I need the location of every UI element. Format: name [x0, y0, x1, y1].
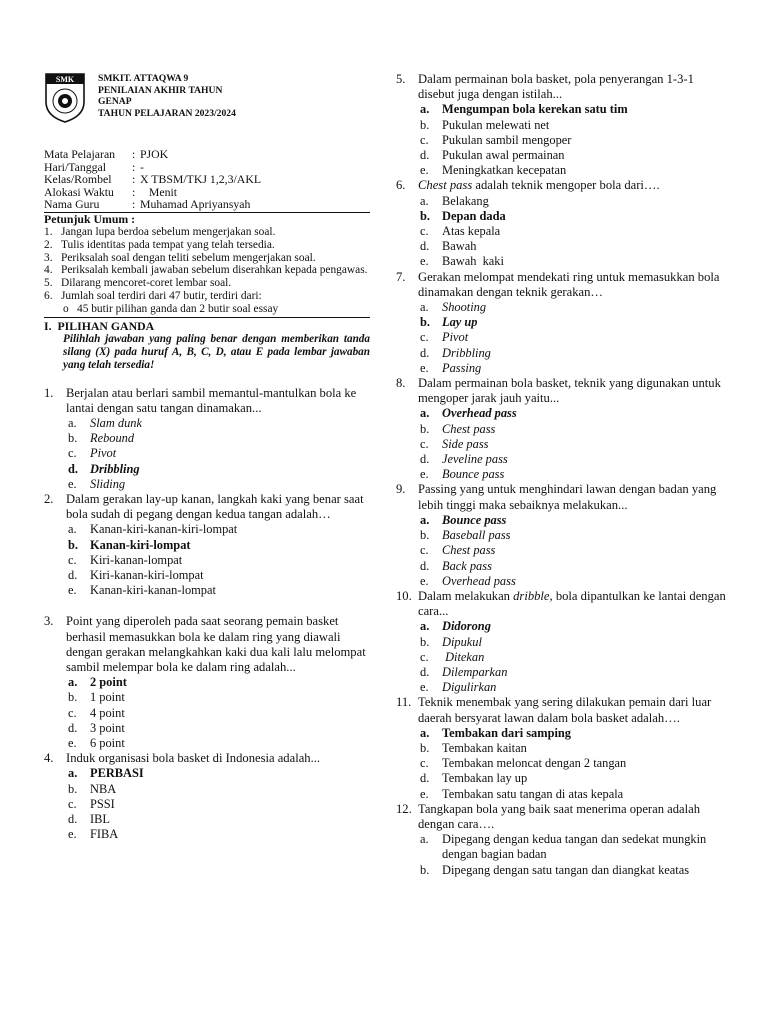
- options-1: [44, 416, 370, 492]
- option: c. Tembakan meloncat dengan 2 tangan: [420, 756, 627, 771]
- option-bold: a. Bounce pass: [420, 512, 507, 527]
- option: b. 1 point: [68, 690, 125, 705]
- semester: GENAP: [98, 96, 132, 107]
- option: b. Dipegang dengan satu tangan dan diangkat keatas: [420, 862, 690, 877]
- exam-meta: [44, 148, 370, 211]
- option: c. Pivot: [68, 446, 117, 461]
- list-item: 5. Dilarang mencoret-coret lembar soal.: [44, 277, 232, 290]
- option: c. Chest pass: [420, 543, 496, 558]
- option: a. Dipegang dengan kedua tangan dan sedekat mungkin dengan bagian badan: [420, 832, 707, 862]
- question-8: 8. Dalam permainan bola basket, teknik yang digunakan untuk mengoper jarak jauh yaitu...: [396, 376, 721, 406]
- options-6: [396, 194, 730, 270]
- question-10: 10. Dalam melakukan dribble, bola dipantulkan ke lantai dengan cara...: [396, 588, 726, 619]
- option: d. Jeveline pass: [420, 452, 508, 467]
- school-logo: [44, 72, 86, 124]
- options-12: [396, 832, 730, 878]
- option-bold: a. 2 point: [68, 675, 127, 690]
- option-bold: a. Tembakan dari samping: [420, 725, 571, 740]
- question-9: 9. Passing yang untuk menghindari lawan dengan badan yang lebih tinggi maka sebaiknya melakukan...: [396, 482, 717, 512]
- option-bold: a. Didorong: [420, 619, 491, 634]
- option: e. Bawah kaki: [420, 254, 504, 269]
- option: a. Kanan-kiri-kanan-kiri-lompat: [68, 522, 238, 537]
- option: c. Kiri-kanan-lompat: [68, 552, 183, 567]
- section-heading: I. PILIHAN GANDA: [44, 318, 155, 333]
- option: e. Tembakan satu tangan di atas kepala: [420, 786, 624, 801]
- option: d. Dribbling: [420, 345, 491, 360]
- options-10: [396, 619, 730, 695]
- options-8: [396, 406, 730, 482]
- school-name: SMKIT. ATTAQWA 9: [98, 73, 189, 84]
- option-bold: a. PERBASI: [68, 766, 144, 781]
- option-bold: b. Depan dada: [420, 208, 506, 223]
- section-instructions: Pilihlah jawaban yang paling benar dengan memberikan tanda silang (X) pada huruf A, B, C, D, atau E pada lembar jawaban yang telah tersedia!: [63, 332, 370, 371]
- option: e. Kanan-kiri-kanan-lompat: [68, 583, 216, 598]
- option: d. Back pass: [420, 558, 492, 573]
- list-item: 4. Periksalah kembali jawaban sebelum diserahkan kepada pengawas.: [44, 264, 368, 277]
- question-4: 4. Induk organisasi bola basket di Indonesia adalah...: [44, 751, 321, 766]
- option: b. Rebound: [68, 431, 135, 446]
- option: d. IBL: [68, 812, 110, 827]
- divider: [44, 317, 370, 318]
- right-column: [396, 72, 730, 878]
- meta-row-date: Hari/Tanggal : -: [44, 159, 144, 174]
- options-4: [44, 766, 370, 842]
- question-11: 11. Teknik menembak yang sering dilakukan pemain dari luar daerah bersyarat lawan dalam bola basket adalah….: [396, 695, 712, 725]
- option: e. Passing: [420, 360, 482, 375]
- options-7: [396, 300, 730, 376]
- option: c. PSSI: [68, 796, 115, 811]
- petunjuk-title: Petunjuk Umum :: [44, 211, 136, 226]
- option: e. Digulirkan: [420, 680, 497, 695]
- question-2: 2. Dalam gerakan lay-up kanan, langkah kaki yang benar saat bola sudah di pegang dengan kedua tangan adalah…: [44, 491, 364, 522]
- options-2: [44, 522, 370, 598]
- question-6: 6. Chest pass adalah teknik mengoper bola dari….: [396, 178, 660, 193]
- academic-year: TAHUN PELAJARAN 2023/2024: [98, 107, 236, 119]
- list-item: 3. Periksalah soal dengan teliti sebelum mengerjakan soal.: [44, 251, 316, 264]
- option-bold: d. Dribbling: [68, 461, 140, 476]
- school-info: [98, 72, 236, 119]
- option: b. Chest pass: [420, 421, 496, 436]
- school-header: [44, 72, 370, 148]
- options-9: [396, 513, 730, 589]
- option: d. Pukulan awal permainan: [420, 148, 565, 163]
- option: a. Shooting: [420, 300, 487, 315]
- option: e. Meningkatkan kecepatan: [420, 163, 567, 178]
- school-logo-icon: [44, 72, 86, 124]
- question-1: 1. Berjalan atau berlari sambil memantul-mantulkan bola ke lantai dengan satu tangan dinamakan...: [44, 385, 357, 415]
- option: b. Baseball pass: [420, 528, 511, 543]
- meta-row-subject: Mata Pelajaran : PJOK: [44, 147, 169, 161]
- option: d. Bawah: [420, 239, 477, 254]
- question-12: 12. Tangkapan bola yang baik saat menerima operan adalah dengan cara….: [396, 801, 701, 831]
- option-bold: a. Mengumpan bola kerekan satu tim: [420, 102, 628, 117]
- question-3: 3. Point yang diperoleh pada saat seorang pemain basket berhasil memasukkan bola ke dalam ring yang diawali dengan gerakan melangkahkan kaki dua kali lalu melompat sambil melempar bola ke dalam ring adalah...: [44, 614, 366, 674]
- option: e. Sliding: [68, 476, 126, 491]
- option: e. 6 point: [68, 736, 125, 751]
- question-7: 7. Gerakan melompat mendekati ring untuk memasukkan bola dinamakan dengan teknik gerakan…: [396, 269, 720, 299]
- option: c. 4 point: [68, 705, 125, 720]
- list-item: 2. Tulis identitas pada tempat yang telah tersedia.: [44, 238, 275, 251]
- option: a. Belakang: [420, 193, 489, 208]
- question-5: 5. Dalam permainan bola basket, pola penyerangan 1-3-1 disebut juga dengan istilah...: [396, 72, 694, 102]
- options-11: [396, 726, 730, 802]
- list-sub-item: o 45 butir pilihan ganda dan 2 butir soal essay: [63, 302, 279, 315]
- petunjuk-list: [44, 226, 370, 316]
- option: e. Bounce pass: [420, 467, 505, 482]
- option: a. Slam dunk: [68, 415, 142, 430]
- option-bold: a. Overhead pass: [420, 406, 517, 421]
- meta-row-teacher: Nama Guru : Muhamad Apriyansyah: [44, 197, 251, 212]
- option-bold: b. Kanan-kiri-lompat: [68, 537, 191, 552]
- option: d. Tembakan lay up: [420, 771, 528, 786]
- option: b. Tembakan kaitan: [420, 740, 527, 755]
- option: b. NBA: [68, 781, 117, 796]
- option: b. Pukulan melewati net: [420, 117, 550, 132]
- meta-row-class: Kelas/Rombel : X TBSM/TKJ 1,2,3/AKL: [44, 172, 262, 187]
- option: b. Dipukul: [420, 634, 482, 649]
- option: c. Pukulan sambil mengoper: [420, 132, 572, 147]
- option: c. Atas kepala: [420, 224, 501, 239]
- option: c. Ditekan: [420, 649, 485, 664]
- option-bold: b. Lay up: [420, 315, 478, 330]
- option: d. 3 point: [68, 720, 125, 735]
- option: e. FIBA: [68, 827, 119, 842]
- svg-text:SMK: SMK: [55, 75, 75, 84]
- list-item: 6. Jumlah soal terdiri dari 47 butir, terdiri dari:: [44, 289, 262, 302]
- option: c. Pivot: [420, 330, 469, 345]
- option: d. Kiri-kanan-kiri-lompat: [68, 567, 204, 582]
- meta-row-time: Alokasi Waktu : Menit: [44, 184, 178, 199]
- exam-name: PENILAIAN AKHIR TAHUN: [98, 84, 223, 96]
- option: d. Dilemparkan: [420, 664, 508, 679]
- list-item: 1. Jangan lupa berdoa sebelum mengerjakan soal.: [44, 225, 276, 238]
- option: c. Side pass: [420, 436, 489, 451]
- options-5: [396, 102, 730, 178]
- option: e. Overhead pass: [420, 573, 516, 588]
- left-column: [44, 72, 370, 842]
- options-3: [44, 675, 370, 751]
